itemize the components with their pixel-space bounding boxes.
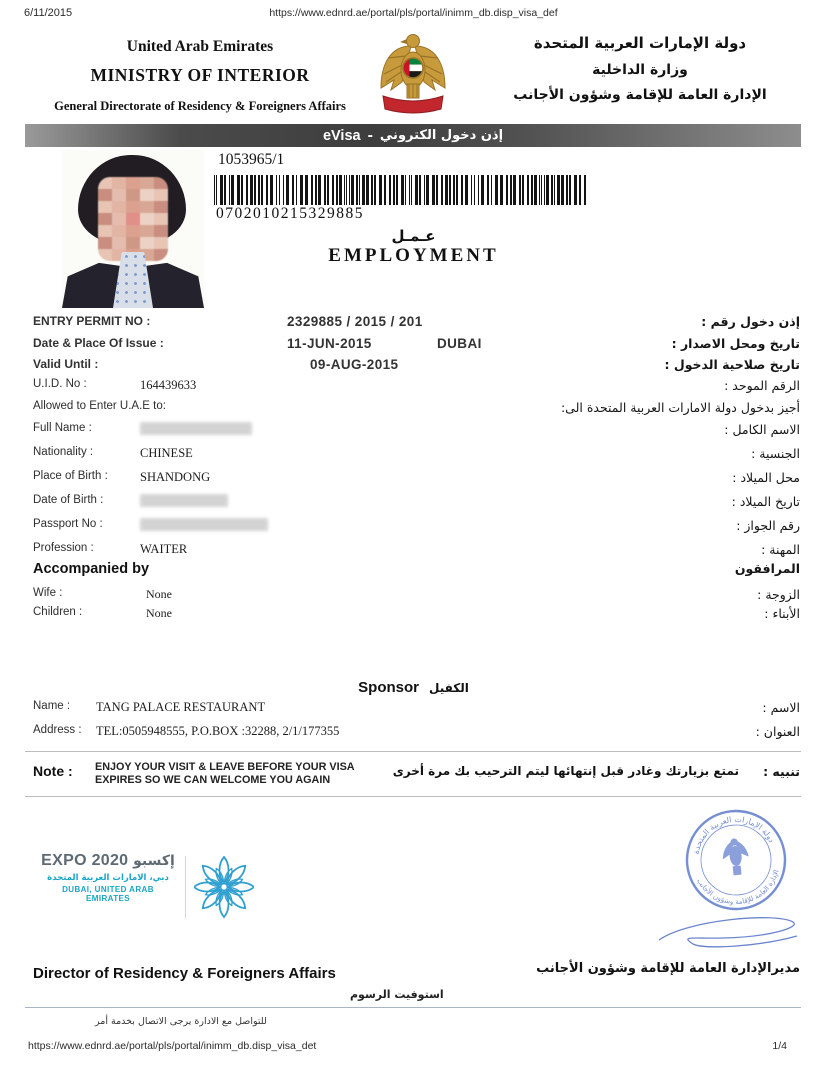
expo-2020-logo [40, 848, 256, 930]
field-label-en: Children : [33, 606, 83, 618]
note-label-ar: تنبيه : [763, 764, 800, 779]
field-value: TEL:0505948555, P.O.BOX :32288, 2/1/177355 [96, 724, 340, 738]
field-value: None [146, 587, 172, 601]
field-label-en: Valid Until : [33, 357, 99, 371]
field-label-en: ENTRY PERMIT NO : [33, 314, 151, 328]
svg-text:الإدارة العامة للإقامة وشؤون ا: الإدارة العامة للإقامة وشؤون الأجانب [695, 868, 781, 907]
redacted-value [140, 494, 228, 507]
field-value: None [146, 606, 172, 620]
visa-type-ar: عـمـل [391, 227, 436, 245]
field-row-issue [0, 336, 827, 353]
footer-rule [25, 1007, 801, 1008]
field-value: TANG PALACE RESTAURANT [96, 700, 266, 714]
field-row-nationality [0, 446, 827, 463]
redacted-value [140, 518, 268, 531]
field-label-ar: الزوجة : [757, 587, 800, 602]
field-value: SHANDONG [140, 470, 211, 484]
field-label-ar: الرقم الموحد : [724, 378, 800, 393]
sponsor-heading-ar: الكفيل [429, 681, 469, 695]
barcode [214, 175, 592, 205]
field-value: 164439633 [140, 378, 197, 392]
country-name-ar: دولة الإمارات العربية المتحدة [533, 34, 747, 52]
expo-subtitle-ar: دبي، الامارات العربية المتحدة [47, 873, 169, 883]
field-row-entry-permit [0, 314, 827, 331]
expo-rosette-icon [194, 853, 254, 921]
directorate-name-ar: الإدارة العامة للإقامة وشؤون الأجانب [513, 87, 767, 103]
ministry-name-en: MINISTRY OF INTERIOR [90, 65, 310, 85]
field-label-ar: الاسم الكامل : [724, 422, 800, 437]
field-label-ar: أجيز بدخول دولة الامارات العربية المتحدة الى: [560, 400, 800, 415]
field-label-ar: تاريخ ومحل الاصدار : [671, 336, 800, 351]
country-name-en: United Arab Emirates [126, 38, 274, 55]
field-label-en: Address : [33, 724, 82, 736]
field-label-ar: محل الميلاد : [732, 470, 800, 485]
fees-collected-note: استوفيت الرسوم [350, 988, 444, 1001]
field-value: 09-AUG-2015 [310, 357, 399, 372]
field-value: CHINESE [140, 446, 193, 460]
field-label-en: Wife : [33, 587, 63, 599]
letterhead-english [18, 38, 382, 114]
field-row-sponsor-address [0, 724, 827, 741]
field-label-en: Nationality : [33, 446, 94, 458]
field-label-ar: الأبناء : [764, 606, 800, 621]
note-text-ar: تمتع بزيارتك وغادر قبل إنتهائها ليتم الترحيب بك مرة أخرى [392, 764, 739, 778]
expo-title-en: EXPO 2020 [41, 852, 129, 869]
field-row-profession [0, 542, 827, 559]
field-label-ar: الجنسية : [751, 446, 800, 461]
field-value: 2329885 / 2015 / 201 [287, 314, 423, 329]
field-row-allowed [0, 400, 827, 417]
field-label-ar: العنوان : [755, 724, 800, 739]
field-label-en: Allowed to Enter U.A.E to: [33, 400, 166, 412]
director-title-en: Director of Residency & Foreigners Affairs [33, 965, 336, 982]
expo-subtitle-en: DUBAI, UNITED ARAB EMIRATES [62, 885, 154, 903]
field-row-wife [0, 587, 827, 604]
note-label-en: Note : [33, 763, 73, 779]
field-label-en: U.I.D. No : [33, 378, 87, 390]
sponsor-heading [0, 679, 827, 696]
expo-divider [185, 856, 186, 918]
field-row-passport [0, 518, 827, 535]
field-label-en: Profession : [33, 542, 94, 554]
banner-separator: - [367, 126, 373, 144]
note-top-rule [25, 751, 801, 752]
field-row-birth-date [0, 494, 827, 511]
directorate-name-en: General Directorate of Residency & Foreigners Affairs [54, 99, 346, 113]
evisa-title-banner [25, 124, 801, 147]
letterhead-arabic [468, 34, 812, 103]
redacted-value [140, 422, 252, 435]
field-label-ar: تاريخ الميلاد : [731, 494, 800, 509]
field-label-ar: رقم الجواز : [736, 518, 800, 533]
field-row-sponsor-name [0, 700, 827, 717]
ministry-name-ar: وزارة الداخلية [592, 62, 688, 78]
expo-text [40, 852, 176, 903]
barcode-number: 0702010215329885 [216, 205, 364, 222]
field-label-en: Date & Place Of Issue : [33, 336, 164, 350]
field-label-ar: إذن دخول رقم : [701, 314, 800, 329]
field-label-en: Passport No : [33, 518, 103, 530]
field-row-valid-until [0, 357, 827, 374]
visa-type-en: EMPLOYMENT [328, 245, 499, 266]
footer-url: https://www.ednrd.ae/portal/pls/portal/inimm_db.disp_visa_det [28, 1040, 317, 1052]
file-number: 1053965/1 [218, 151, 285, 168]
page-number: 1/4 [772, 1040, 787, 1052]
issue-date-value: 11-JUN-2015 [287, 336, 372, 351]
field-row-children [0, 606, 827, 623]
director-title-ar: مديرالإدارة العامة للإقامة وشؤون الأجانب [536, 961, 800, 976]
print-url: https://www.ednrd.ae/portal/pls/portal/inimm_db.disp_visa_def [269, 7, 558, 19]
uae-falcon-emblem-icon [374, 30, 452, 118]
svg-text:دولة الإمارات العربية المتحدة: دولة الإمارات العربية المتحدة [691, 814, 777, 855]
expo-title-ar: إكسبو [133, 853, 175, 869]
contact-note-ar: للتواصل مع الادارة يرجى الاتصال بخدمة أمر [95, 1016, 267, 1027]
print-date: 6/11/2015 [24, 7, 73, 19]
field-value: WAITER [140, 542, 188, 556]
field-label-en: Place of Birth : [33, 470, 108, 482]
field-row-birth-place [0, 470, 827, 487]
field-label-en: Date of Birth : [33, 494, 104, 506]
note-bottom-rule [25, 796, 801, 797]
official-stamp-icon [671, 800, 802, 920]
field-label-ar: الاسم : [762, 700, 800, 715]
field-label-ar: تاريخ صلاحية الدخول : [664, 357, 800, 372]
note-text-en: ENJOY YOUR VISIT & LEAVE BEFORE YOUR VISA EXPIRES SO WE CAN WELCOME YOU AGAIN [95, 761, 355, 786]
field-label-en: Full Name : [33, 422, 92, 434]
sponsor-heading-en: Sponsor [358, 679, 419, 696]
field-row-full-name [0, 422, 827, 439]
field-row-uid [0, 378, 827, 395]
accompanied-heading-row [0, 561, 827, 578]
signature-icon [653, 910, 805, 956]
field-label-en: Name : [33, 700, 71, 712]
banner-title-en: eVisa [322, 127, 361, 144]
issue-place-value: DUBAI [437, 336, 482, 351]
banner-title-ar: إذن دخول الكتروني [379, 128, 504, 143]
accompanied-heading-ar: المرافقون [734, 561, 800, 576]
accompanied-heading-en: Accompanied by [33, 561, 150, 577]
field-label-ar: المهنة : [761, 542, 800, 557]
